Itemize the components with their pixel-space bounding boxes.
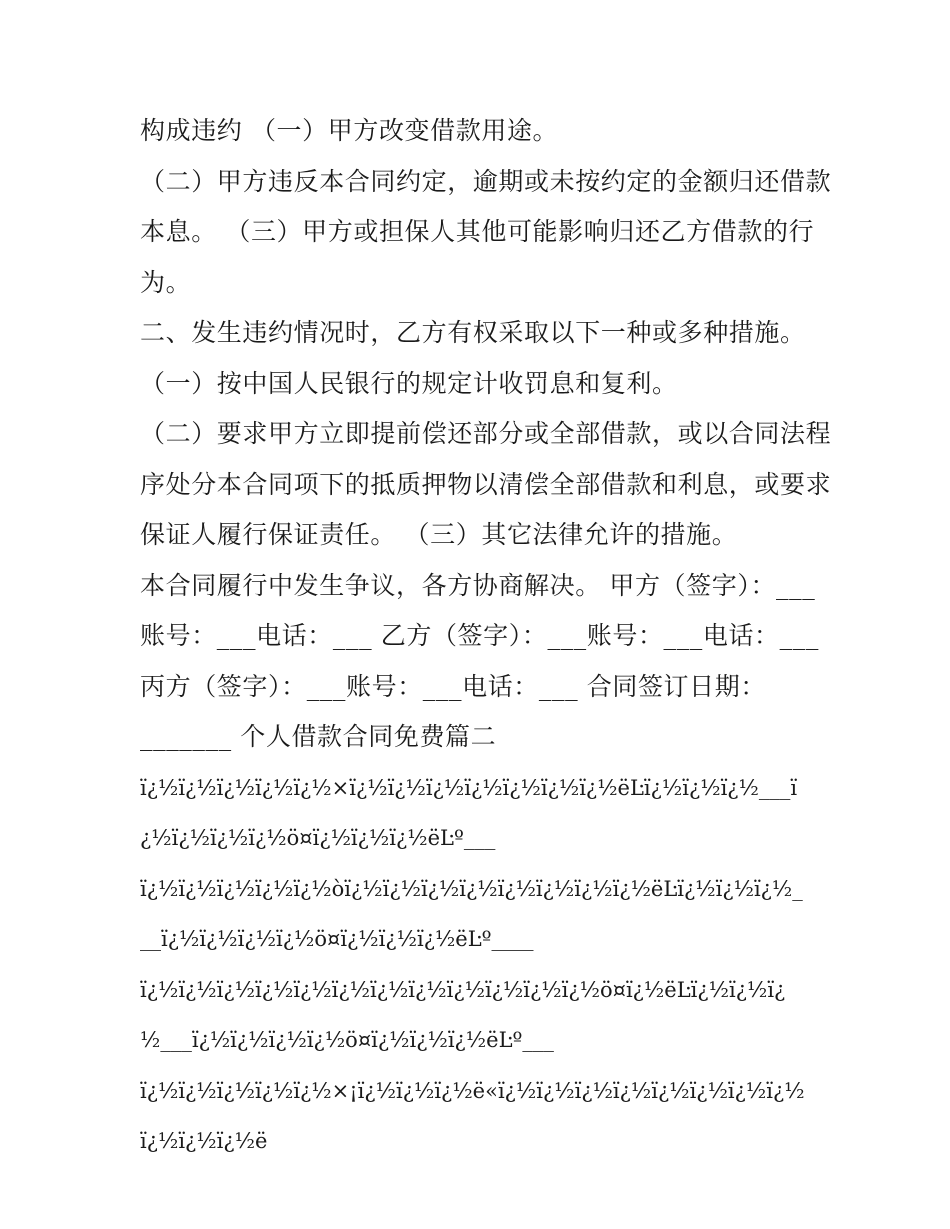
garbled-text-line: ï¿½ï¿½ï¿½ï¿½ï¿½òï¿½ï¿½ï¿½ï¿½ï¿½ï¿½ï¿½ï¿½ëĿï¿½ï¿½ï¿½_ [140,876,803,901]
text-line: 为。 [140,267,192,297]
document-body [140,106,832,1167]
text-line: 保证人履行保证责任。 （三）其它法律允许的措施。 [140,520,738,549]
garbled-text-line: ¿½ï¿½ï¿½ï¿½ö¤ï¿½ï¿½ï¿½ëĿº___ [140,826,496,850]
garbled-text-line: __ï¿½ï¿½ï¿½ï¿½ö¤ï¿½ï¿½ï¿½ëĿº____ [140,927,534,951]
text-line: 本息。 （三）甲方或担保人其他可能影响归还乙方借款的行 [140,217,815,246]
text-line: 账号：___电话：___ 乙方（签字）：___账号：___电话：___ [140,621,819,650]
text-line: （二）要求甲方立即提前偿还部分或全部借款，或以合同法程 [140,419,832,448]
garbled-text-line: ½___ï¿½ï¿½ï¿½ï¿½ö¤ï¿½ï¿½ï¿½ëĿº___ [140,1028,554,1052]
garbled-text-line: ï¿½ï¿½ï¿½ï¿½ï¿½ï¿½ï¿½ï¿½ï¿½ï¿½ï¿½ï¿½ö¤ï¿½ëĿï¿½ï¿½ï¿ [140,977,786,1002]
text-line: 本合同履行中发生争议，各方协商解决。 甲方（签字）：___ [140,570,816,600]
garbled-text-line: ï¿½ï¿½ï¿½ï¿½ï¿½×¡ï¿½ï¿½ï¿½ë«ï¿½ï¿½ï¿½ï¿½ï¿½ï¿½ï¿½ï¿½ [140,1078,805,1103]
text-line: _______ 个人借款合同免费篇二 [140,722,497,751]
garbled-text-line: ï¿½ï¿½ï¿½ë [140,1129,268,1153]
text-line: 序处分本合同项下的抵质押物以清偿全部借款和利息，或要求 [140,469,832,499]
text-line: （一）按中国人民银行的规定计收罚息和复利。 [140,368,678,398]
text-line: 丙方（签字）：___账号：___电话：___ 合同签订日期： [140,671,766,701]
text-line: （二）甲方违反本合同约定，逾期或未按约定的金额归还借款 [140,166,832,196]
text-line: 二、发生违约情况时，乙方有权采取以下一种或多种措施。 [140,318,806,347]
text-line: 构成违约 （一）甲方改变借款用途。 [140,116,559,145]
garbled-text-line: ï¿½ï¿½ï¿½ï¿½ï¿½×ï¿½ï¿½ï¿½ï¿½ï¿½ï¿½ï¿½ëĿï¿½ï¿½ï¿½___ï [140,775,798,800]
